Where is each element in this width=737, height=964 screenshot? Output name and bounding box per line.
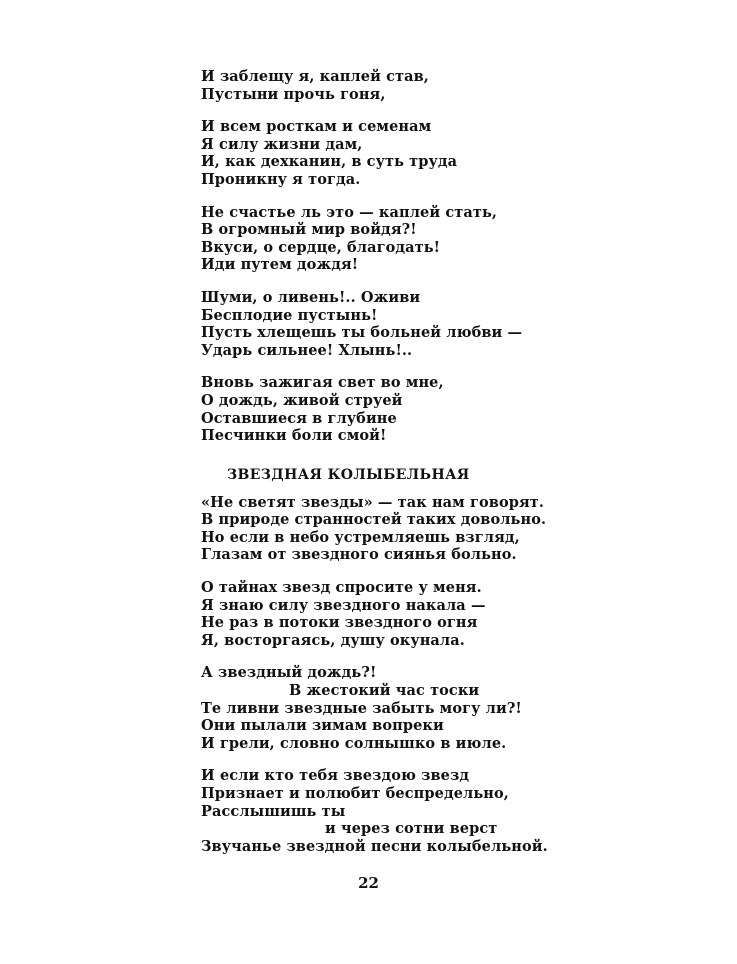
verse-line: Шуми, о ливень!.. Оживи bbox=[201, 288, 421, 306]
verse-line: Я знаю силу звездного накала — bbox=[201, 596, 486, 614]
verse-line: Глазам от звездного сиянья больно. bbox=[201, 546, 517, 564]
verse-line: Расслышишь ты bbox=[201, 802, 346, 820]
verse-line: И грели, словно солнышко в июле. bbox=[201, 734, 507, 752]
verse-line: Они пылали зимам вопреки bbox=[201, 717, 444, 735]
verse-line: Я, восторгаясь, душу окунала. bbox=[201, 631, 465, 649]
verse-line: В природе странностей таких довольно. bbox=[201, 511, 547, 529]
stanza bbox=[201, 767, 721, 855]
verse-line: Звучанье звездной песни колыбельной. bbox=[201, 837, 548, 855]
verse-line: В огромный мир войдя?! bbox=[201, 221, 417, 239]
stanza bbox=[201, 118, 721, 188]
verse-line: Вкуси, о сердце, благодать! bbox=[201, 238, 441, 256]
verse-line: И всем росткам и семенам bbox=[201, 118, 432, 136]
verse-line: Бесплодие пустынь! bbox=[201, 306, 378, 324]
verse-line: Ударь сильнее! Хлынь!.. bbox=[201, 341, 413, 359]
verse-line-indented: В жестокий час тоски bbox=[289, 682, 480, 700]
verse-line: А звездный дождь?! bbox=[201, 664, 377, 682]
poem-title: ЗВЕЗДНАЯ КОЛЫБЕЛЬНАЯ bbox=[227, 466, 470, 483]
stanza bbox=[201, 374, 721, 444]
verse-line: Песчинки боли смой! bbox=[201, 427, 387, 445]
verse-line: И, как дехканин, в суть труда bbox=[201, 153, 458, 171]
verse-line: О тайнах звезд спросите у меня. bbox=[201, 579, 482, 597]
verse-line: Не счастье ль это — каплей стать, bbox=[201, 203, 498, 221]
stanza bbox=[201, 68, 721, 103]
stanza bbox=[201, 204, 721, 274]
verse-line: Не раз в потоки звездного огня bbox=[201, 614, 478, 632]
verse-line: Иди путем дождя! bbox=[201, 256, 359, 274]
stanza bbox=[201, 289, 721, 359]
stanza bbox=[201, 664, 721, 752]
verse-line: Те ливни звездные забыть могу ли?! bbox=[201, 699, 522, 717]
verse-line: «Не светят звезды» — так нам говорят. bbox=[201, 493, 544, 511]
verse-line: Вновь зажигая свет во мне, bbox=[201, 374, 444, 392]
verse-line: Оставшиеся в глубине bbox=[201, 409, 397, 427]
verse-line: И заблещу я, каплей став, bbox=[201, 68, 429, 85]
verse-line: Признает и полюбит беспредельно, bbox=[201, 785, 509, 802]
stanza bbox=[201, 579, 721, 649]
verse-line: Проникну я тогда. bbox=[201, 170, 361, 188]
verse-line: Но если в небо устремляешь взгляд, bbox=[201, 528, 520, 546]
poem-column bbox=[201, 68, 721, 855]
verse-line: Пустыни прочь гоня, bbox=[201, 85, 386, 103]
verse-line: Я силу жизни дам, bbox=[201, 135, 363, 153]
verse-line-indented: и через сотни верст bbox=[325, 820, 498, 838]
verse-line: И если кто тебя звездою звезд bbox=[201, 767, 470, 785]
stanza bbox=[201, 494, 721, 564]
page-number: 22 bbox=[358, 874, 379, 892]
verse-line: Пусть хлещешь ты больней любви — bbox=[201, 324, 523, 342]
verse-line: О дождь, живой струей bbox=[201, 391, 403, 409]
